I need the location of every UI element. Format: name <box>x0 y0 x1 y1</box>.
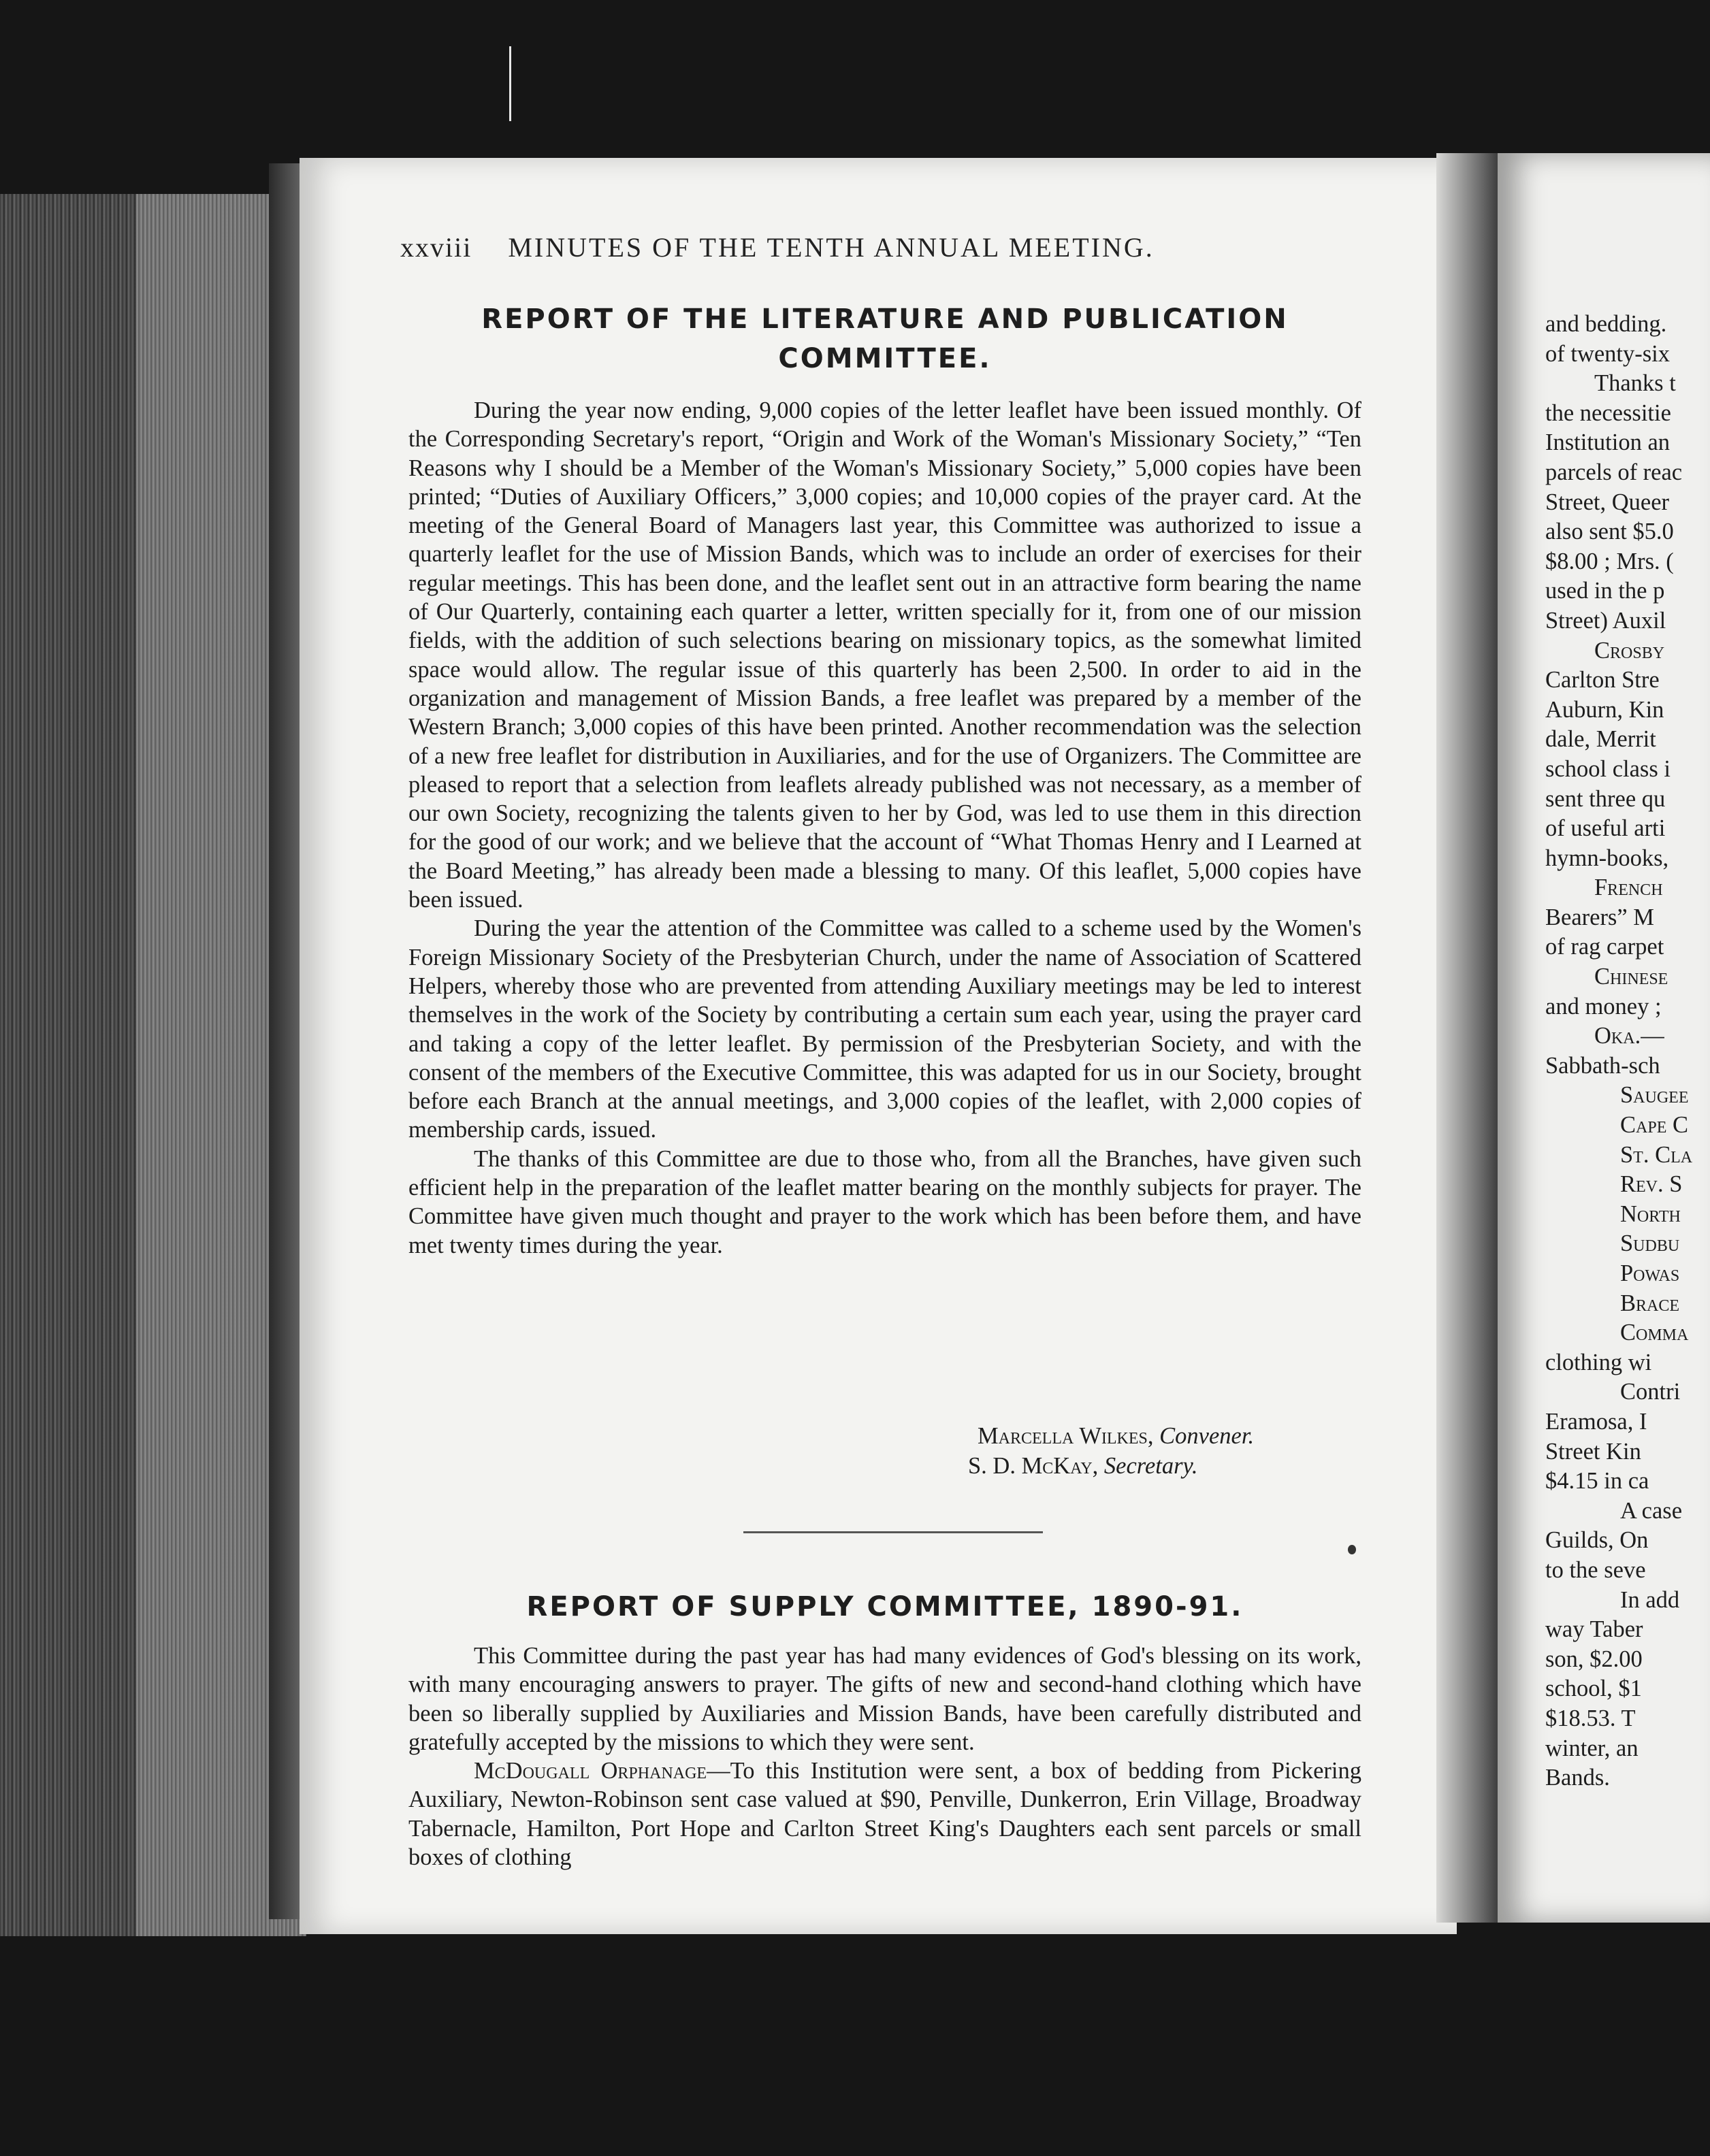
right-line: Chinese <box>1594 964 1668 990</box>
right-line: dale, Merrit <box>1545 726 1656 753</box>
right-line: Street Kin <box>1545 1438 1641 1465</box>
literature-paragraph: During the year now ending, 9,000 copies of the letter leaflet have been issued monthly. Of the Corresponding Secretary's report, “Origin and Work of the Woman's Missionary Society,” “Ten Reasons why I should be a Member of the Woman's Missionary Society,” 5,000 copies have been printed; “Duties of Auxiliary Officers,” 3,000 copies; and 10,000 copies of the prayer card. At the meeting of the General Board of Managers last year, this Committee was authorized to issue a quarterly leaflet for the use of Mission Bands, which was to include an order of exercises for their regular meetings. This has been done, and the leaflet sent out in an attractive form bearing the name of Our Quarterly, containing each quarter a letter, written specially for it, from one of our mission fields, with the addition of such selections bearing on missionary topics, as the somewhat limited space would allow. The regular issue of this quarterly has been 2,500. In order to aid in the organization and management of Mission Bands, a free leaflet was prepared by a member of the Western Branch; 3,000 copies of this have been printed. Another recommendation was the selection of a new free leaflet for distribution in Auxiliaries, and for the use of Organizers. The Committee are pleased to report that a selection from leaflets already published was not necessary, as a member of our own Society, recognizing the talents given to her by God, was led to use them in this direction for the good of our work; and we believe that the account of “What Thomas Henry and I Learned at the Board Meeting,” has already been made a blessing to many. Of this leaflet, 5,000 copies have been issued. <box>408 397 1361 913</box>
literature-report-title-line-2: COMMITTEE. <box>778 343 992 374</box>
secretary-signature <box>968 1451 1376 1481</box>
supply-report-body <box>408 1642 1361 1872</box>
right-line: Bearers” M <box>1545 904 1654 930</box>
right-line: to the seve <box>1545 1556 1646 1583</box>
right-line: In add <box>1620 1586 1680 1613</box>
ink-speck <box>1348 1545 1356 1554</box>
convener-role: Convener. <box>1159 1423 1255 1449</box>
convener-name: Marcella Wilkes, <box>978 1423 1154 1449</box>
right-line: Saugee <box>1620 1082 1689 1109</box>
supply-paragraph <box>408 1757 1361 1872</box>
right-line: of rag carpet <box>1545 934 1664 960</box>
right-line: Sudbu <box>1620 1230 1680 1257</box>
page-number: xxviii <box>400 232 472 263</box>
right-line: Street) Auxil <box>1545 607 1666 634</box>
right-line: school class i <box>1545 755 1671 782</box>
right-line: used in the p <box>1545 578 1665 604</box>
right-line: and money ; <box>1545 993 1662 1019</box>
right-line: Institution an <box>1545 429 1671 456</box>
literature-paragraph: During the year the attention of the Committee was called to a scheme used by the Women's Foreign Missionary Society of the Presbyterian Church, under the name of Association of Scattered Helpers, whereby those who are prevented from attending Auxiliary meetings may be led to interest themselves in the work of the Society by contributing a certain sum each year, using the prayer card and taking a copy of the letter leaflet. By permission of the Presbyterian Society, and with the consent of the members of the Executive Committee, this was adapted for us in our Society, brought before each Branch at the annual meetings, and 3,000 copies of the leaflet, with 2,000 copies of membership cards, issued. <box>408 915 1361 1143</box>
right-line: Guilds, On <box>1545 1527 1649 1554</box>
right-line: clothing wi <box>1545 1349 1652 1375</box>
right-line: Street, Queer <box>1545 489 1670 515</box>
right-line: parcels of reac <box>1545 459 1683 485</box>
right-line: Oka.— <box>1594 1023 1664 1049</box>
signature-block <box>968 1421 1376 1481</box>
right-line: $4.15 in ca <box>1545 1468 1649 1494</box>
right-line: Contri <box>1620 1379 1681 1405</box>
right-line: $18.53. T <box>1545 1705 1636 1731</box>
right-line: French <box>1594 875 1663 901</box>
right-line: son, $2.00 <box>1545 1646 1643 1672</box>
right-line: of useful arti <box>1545 815 1666 842</box>
right-line: Bands. <box>1545 1765 1610 1791</box>
right-line: Auburn, Kin <box>1545 696 1664 723</box>
right-line: hymn-books, <box>1545 845 1669 871</box>
right-line: the necessitie <box>1545 399 1671 426</box>
right-line: Eramosa, I <box>1545 1408 1647 1435</box>
right-line: Carlton Stre <box>1545 667 1660 693</box>
right-line: Sabbath-sch <box>1545 1052 1660 1079</box>
right-page-text <box>1545 310 1710 1793</box>
secretary-role: Secretary. <box>1103 1453 1198 1479</box>
right-line: Thanks t <box>1594 370 1676 397</box>
orphanage-text: —To this Institution were sent, a box of bedding from Pickering Auxiliary, Newton-Robinson sent case valued at $90, Penville, Dunkerron, Erin Village, Broadway Tabernacle, Hamilton, Port Hope and Carlton Street King's Daughters each sent parcels or small boxes of clothing <box>408 1758 1361 1871</box>
supply-report-title: REPORT OF SUPPLY COMMITTEE, 1890-91. <box>526 1591 1244 1622</box>
right-line: St. Cla <box>1620 1141 1693 1168</box>
literature-report-title-line-1: REPORT OF THE LITERATURE AND PUBLICATION <box>481 304 1289 335</box>
right-line: Cape C <box>1620 1112 1688 1139</box>
right-line: sent three qu <box>1545 785 1666 812</box>
scan-mark <box>509 46 511 121</box>
literature-report-title <box>408 299 1361 378</box>
right-line: also sent $5.0 <box>1545 519 1674 545</box>
right-line: Crosby <box>1594 637 1665 664</box>
literature-report-body <box>408 396 1361 1260</box>
right-line: Brace <box>1620 1290 1680 1316</box>
right-line: school, $1 <box>1545 1676 1642 1702</box>
running-head-title: MINUTES OF THE TENTH ANNUAL MEETING. <box>508 232 1155 263</box>
orphanage-heading: McDougall Orphanage <box>474 1758 707 1784</box>
right-line: A case <box>1620 1497 1683 1524</box>
right-line: way Taber <box>1545 1616 1643 1643</box>
right-line: Powas <box>1620 1260 1680 1286</box>
right-line: winter, an <box>1545 1735 1639 1761</box>
section-divider <box>743 1531 1043 1533</box>
right-line: $8.00 ; Mrs. ( <box>1545 548 1674 574</box>
running-head <box>400 231 1285 263</box>
right-line: of twenty-six <box>1545 340 1671 367</box>
convener-signature <box>968 1421 1376 1451</box>
literature-paragraph: The thanks of this Committee are due to those who, from all the Branches, have given such efficient help in the preparation of the leaflet matter bearing on the monthly subjects for prayer. The Committee have given much thought and prayer to the work which has been before them, and have met twenty times during the year. <box>408 1145 1361 1258</box>
right-line: and bedding. <box>1545 311 1667 337</box>
right-line: Comma <box>1620 1320 1689 1346</box>
right-line: Rev. S <box>1620 1171 1683 1198</box>
right-line: North <box>1620 1200 1681 1227</box>
secretary-name: S. D. McKay, <box>968 1453 1099 1479</box>
supply-paragraph: This Committee during the past year has had many evidences of God's blessing on its work, with many encouraging answers to prayer. The gifts of new and second-hand clothing which have been so liberally supplied by Auxiliaries and Mission Bands, have been carefully distributed and gratefully accepted by the missions to which they were sent. <box>408 1643 1361 1755</box>
